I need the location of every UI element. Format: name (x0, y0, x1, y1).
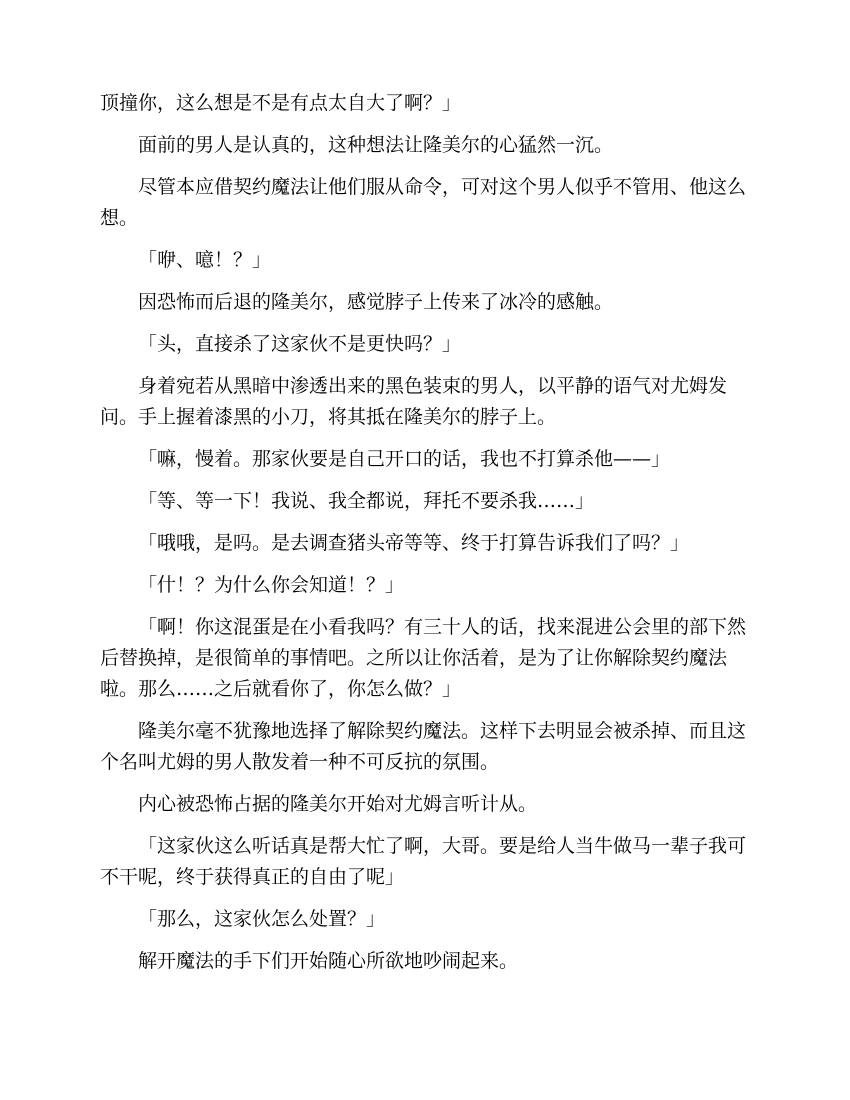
dialogue-paragraph: 「咿、噫！？」 (138, 249, 272, 271)
dialogue-paragraph: 「头，直接杀了这家伙不是更快吗？」 (138, 333, 462, 355)
paragraph: 内心被恐怖占据的隆美尔开始对尤姆言听计从。 (138, 793, 538, 815)
text-body (100, 88, 750, 988)
dialogue-paragraph: 「啊！你这混蛋是在小看我吗？有三十人的话，找来混进公会里的部下然后替换掉，是很简单的事情吧。之所以让你活着，是为了让你解除契约魔法啦。那么……之后就看你了，你怎么做？」 (100, 616, 747, 700)
dialogue-paragraph: 「哦哦，是吗。是去调查猪头帝等等、终于打算告诉我们了吗？」 (138, 532, 690, 554)
paragraph: 隆美尔毫不犹豫地选择了解除契约魔法。这样下去明显会被杀掉、而且这个名叫尤姆的男人散发着一种不可反抗的氛围。 (100, 720, 747, 773)
paragraph: 尽管本应借契约魔法让他们服从命令，可对这个男人似乎不管用、他这么想。 (100, 176, 747, 229)
dialogue-paragraph: 「那么，这家伙怎么处置？」 (138, 908, 386, 930)
paragraph: 因恐怖而后退的隆美尔，感觉脖子上传来了冰冷的感触。 (138, 291, 614, 313)
paragraph: 身着宛若从黑暗中渗透出来的黑色装束的男人，以平静的语气对尤姆发问。手上握着漆黑的小刀，将其抵在隆美尔的脖子上。 (100, 375, 728, 428)
dialogue-paragraph: 「什！？为什么你会知道！？」 (138, 574, 405, 596)
dialogue-paragraph: 「这家伙这么听话真是帮大忙了啊，大哥。要是给人当牛做马一辈子我可不干呢，终于获得真正的自由了呢」 (100, 835, 747, 888)
paragraph: 解开魔法的手下们开始随心所欲地吵闹起来。 (138, 950, 519, 972)
dialogue-paragraph: 「嘛，慢着。那家伙要是自己开口的话，我也不打算杀他——」 (138, 448, 671, 470)
dialogue-paragraph: 「等、等一下！我说、我全都说，拜托不要杀我……」 (138, 490, 595, 512)
paragraph: 顶撞你，这么想是不是有点太自大了啊？」 (100, 92, 462, 114)
paragraph: 面前的男人是认真的，这种想法让隆美尔的心猛然一沉。 (138, 134, 614, 156)
